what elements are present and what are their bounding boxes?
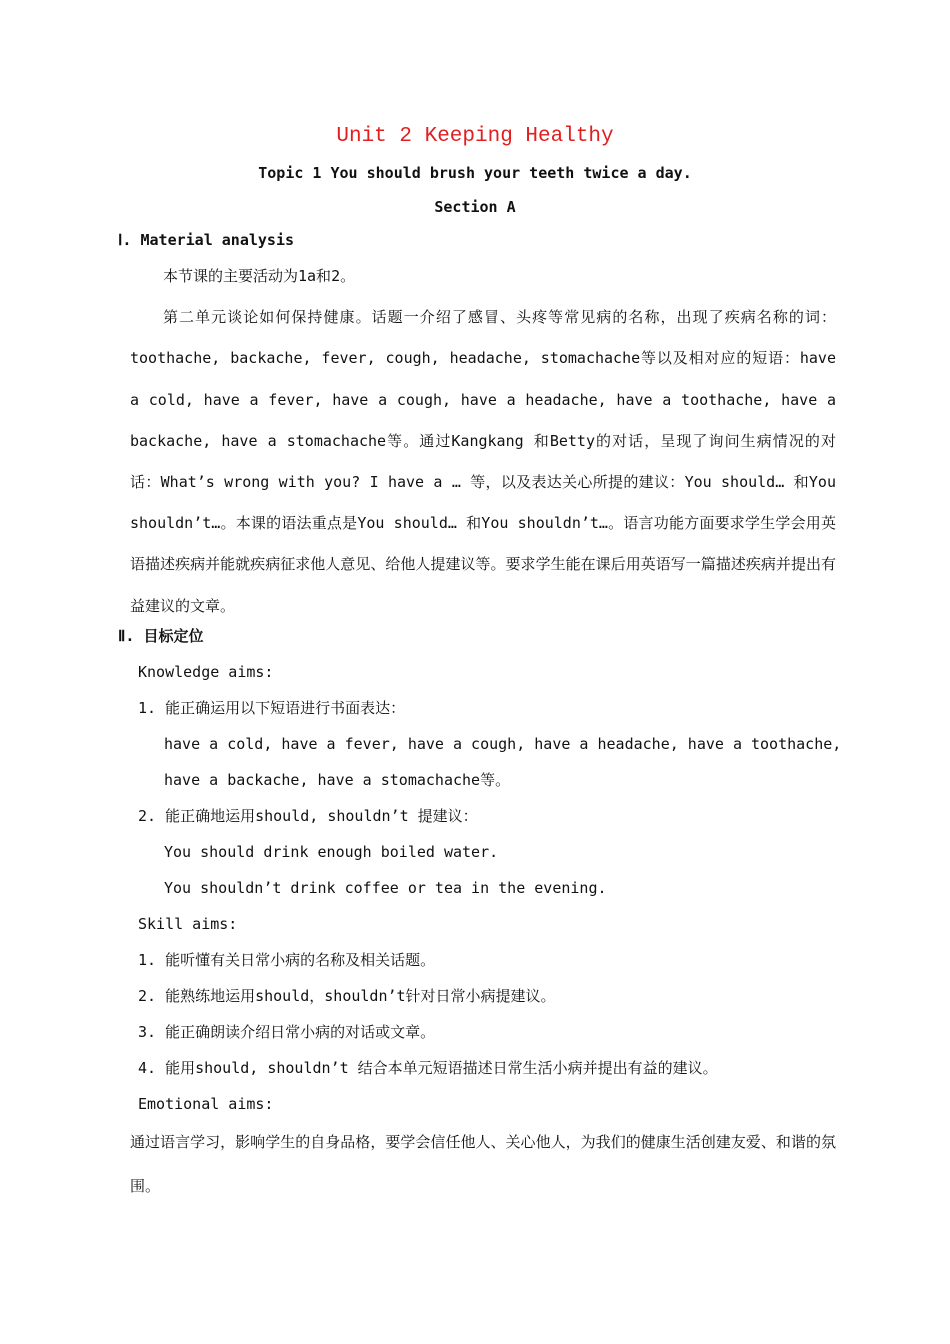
knowledge-aim-1: 1. 能正确运用以下短语进行书面表达： (138, 699, 406, 717)
skill-aim-2: 2. 能熟练地运用should，shouldn’t针对日常小病提建议。 (138, 987, 556, 1005)
knowledge-aim-2-example-b: You shouldn’t drink coffee or tea in the evening. (164, 879, 607, 897)
skill-aims-label: Skill aims: (138, 915, 238, 933)
objectives-heading: Ⅱ. 目标定位 (118, 627, 204, 645)
material-analysis-heading: Ⅰ. Material analysis (118, 231, 295, 249)
main-activity-line: 本节课的主要活动为1a和2。 (163, 267, 356, 285)
skill-aim-1: 1. 能听懂有关日常小病的名称及相关话题。 (138, 951, 436, 969)
emotional-aims-label: Emotional aims: (138, 1095, 274, 1113)
material-analysis-paragraph: 第二单元谈论如何保持健康。话题一介绍了感冒、头疼等常见病的名称，出现了疾病名称的词：toothache, backache, fever, cough, headache, stomachache等以及相对应的短语：have a cold, have a fever, have a cough, have a headache, have a toothache, have a backache, have a stomachache等。通过Kangkang 和Betty的对话，呈现了询问生病情况的对话：What’s wrong with you? I have a … 等，以及表达关心所提的建议：You should… 和You shouldn’t…。本课的语法重点是You should… 和You shouldn’t…。语言功能方面要求学生学会用英语描述疾病并能就疾病征求他人意见、给他人提建议等。要求学生能在课后用英语写一篇描述疾病并提出有益建议的文章。 (130, 308, 836, 615)
page-title: Unit 2 Keeping Healthy (336, 125, 614, 148)
knowledge-aim-1-phrases-a: have a cold, have a fever, have a cough, have a headache, have a toothache, (164, 735, 842, 753)
emotional-aims-body: 通过语言学习，影响学生的自身品格，要学会信任他人、关心他人，为我们的健康生活创建友爱、和谐的氛围。 (130, 1133, 836, 1195)
knowledge-aims-label: Knowledge aims: (138, 663, 274, 681)
knowledge-aim-2-example-a: You should drink enough boiled water. (164, 843, 499, 861)
section-subtitle: Section A (434, 198, 516, 216)
topic-subtitle: Topic 1 You should brush your teeth twice a day. (258, 164, 692, 182)
skill-aim-4: 4. 能用should, shouldn’t 结合本单元短语描述日常生活小病并提出有益的建议。 (138, 1059, 718, 1077)
skill-aim-3: 3. 能正确朗读介绍日常小病的对话或文章。 (138, 1023, 436, 1041)
knowledge-aim-1-phrases-b: have a backache, have a stomachache等。 (164, 771, 511, 789)
knowledge-aim-2: 2. 能正确地运用should, shouldn’t 提建议： (138, 807, 478, 825)
material-analysis-body (130, 256, 836, 627)
